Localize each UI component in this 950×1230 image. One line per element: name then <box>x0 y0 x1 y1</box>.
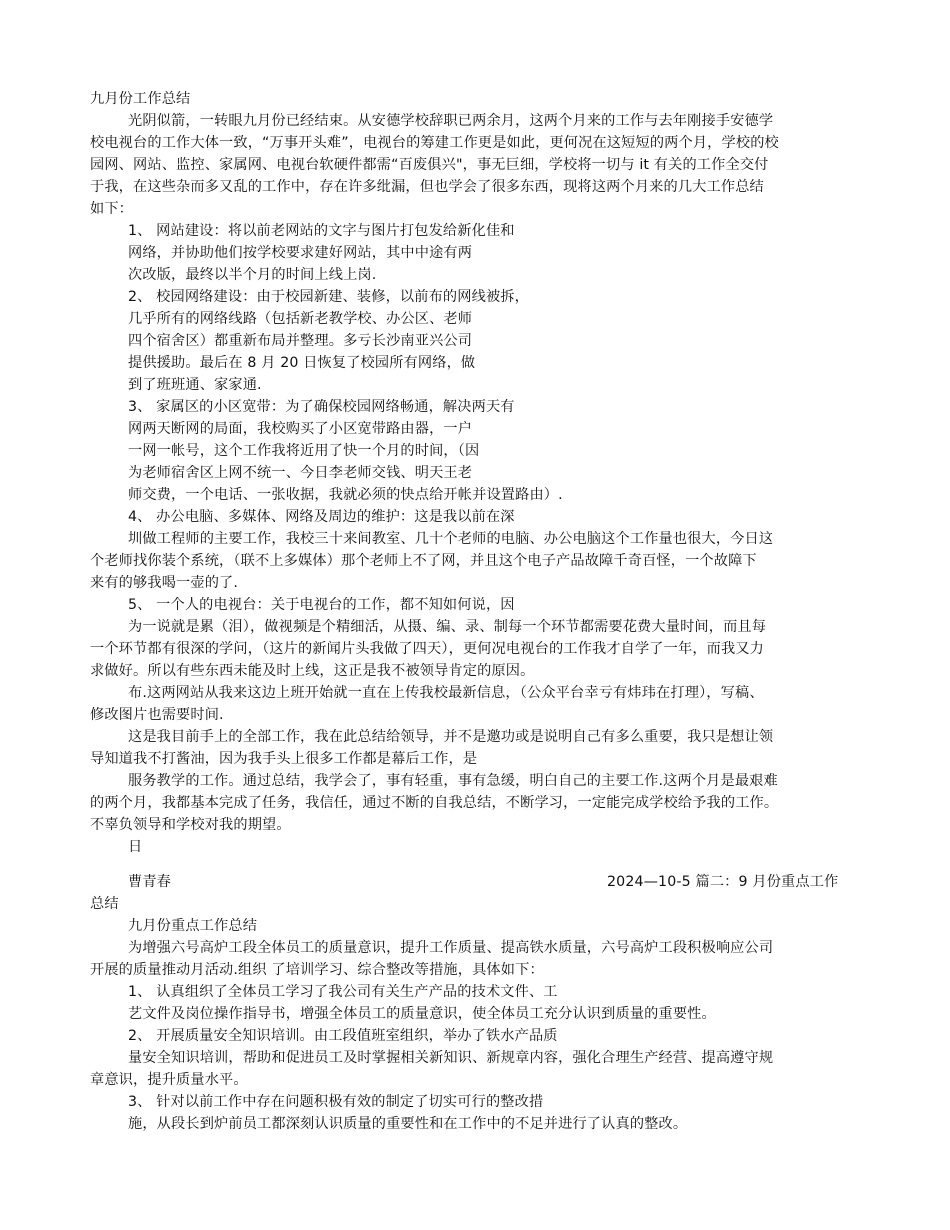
paragraph-line: 光阴似箭，一转眼九月份已经结束。从安德学校辞职已两余月，这两个月来的工作与去年刚接手安德学 <box>128 113 774 129</box>
paragraph-line: 布.这两网站从我来这边上班开始就一直在上传我校最新信息，（公众平台幸亏有炜玮在打理），写稿、 <box>128 685 764 701</box>
paragraph-line: 如下： <box>90 201 134 217</box>
list-item-line: 3、 家属区的小区宽带：为了确保校园网络畅通，解决两天有 <box>128 399 515 415</box>
paragraph-line: 园网、网站、监控、家属网、电视台软硬件都需“百废俱兴"，事无巨细，学校将一切与 it 有关的工作全交付 <box>90 157 769 173</box>
paragraph-line: 的两个月，我都基本完成了任务，我信任，通过不断的自我总结，不断学习，一定能完成学校给予我的工作。 <box>90 795 779 811</box>
section-heading-tail: 总结 <box>90 896 119 912</box>
list-item-line: 艺文件及岗位操作指导书，增强全体员工的质量意识，使全体员工充分认识到质量的重要性。 <box>128 1006 716 1022</box>
list-item-line: 为一说就是累（泪），做视频是个精细活，从摄、编、录、制每一个环节都需要花费大量时间，而且每 <box>128 619 767 635</box>
signature-name: 曹青春 <box>128 874 172 890</box>
list-item-line: 1、 认真组织了全体员工学习了我公司有关生产产品的技术文件、工 <box>128 984 558 1000</box>
list-item-line: 章意识，提升质量水平。 <box>90 1072 248 1088</box>
paragraph-line: 于我，在这些杂而多又乱的工作中，存在许多纰漏，但也学会了很多东西，现将这两个月来的几大工作总结 <box>90 179 764 195</box>
list-item-line: 师交费，一个电话、一张收据，我就必须的快点给开帐并设置路由）. <box>128 487 563 503</box>
list-item-line: 一网一帐号，这个工作我将近用了快一个月的时间，（因 <box>128 443 480 459</box>
list-item-line: 2、 校园网络建设：由于校园新建、装修，以前布的网线被拆， <box>128 289 529 305</box>
section-title: 九月份重点工作总结 <box>128 918 258 934</box>
list-item-line: 到了班班通、家家通. <box>128 377 262 393</box>
paragraph-line: 修改图片也需要时间. <box>90 707 224 723</box>
paragraph-line: 服务教学的工作。通过总结，我学会了，事有轻重，事有急缓，明白自己的主要工作.这两个月是最艰难 <box>128 773 778 789</box>
paragraph-line: 这是我目前手上的全部工作，我在此总结给领导，并不是邀功或是说明自己有多么重要，我只是想让领 <box>128 729 774 745</box>
list-item-line: 为老师宿舍区上网不统一、今日李老师交钱、明天王老 <box>128 465 473 481</box>
list-item-line: 网络，并协助他们按学校要求建好网站，其中中途有两 <box>128 245 473 261</box>
paragraph-line: 不辜负领导和学校对我的期望。 <box>90 817 291 833</box>
list-item-line: 来有的够我喝一壶的了. <box>90 575 239 591</box>
list-item-line: 5、 一个人的电视台：关于电视台的工作，都不知如何说，因 <box>128 597 515 613</box>
list-item-line: 几乎所有的网络线路（包括新老教学校、办公区、老师 <box>128 311 473 327</box>
list-item-line: 个老师找你装个系统，（联不上多媒体）那个老师上不了网，并且这个电子产品故障千奇百怪，一个故障下 <box>90 553 757 569</box>
list-item-line: 4、 办公电脑、多媒体、网络及周边的维护：这是我以前在深 <box>128 509 515 525</box>
list-item-line: 量安全知识培训，帮助和促进员工及时掌握相关新知识、新规章内容，强化合理生产经营、提高遵守规 <box>128 1050 774 1066</box>
list-item-line: 次改版，最终以半个月的时间上线上岗. <box>128 267 377 283</box>
list-item-line: 四个宿舍区）都重新布局并整理。多亏长沙南亚兴公司 <box>128 333 473 349</box>
list-item-line: 一个环节都有很深的学问，（这片的新闻片头我做了四天），更何况电视台的工作我才自学了一年，而我又力 <box>90 641 765 657</box>
list-item-line: 2、 开展质量安全知识培训。由工段值班室组织，举办了铁水产品质 <box>128 1028 558 1044</box>
date-line: 2024—10-5 篇二：9 月份重点工作 <box>607 874 839 890</box>
paragraph-line: 导知道我不打酱油，因为我手头上很多工作都是幕后工作，是 <box>90 751 478 767</box>
list-item-line: 网两天断网的局面，我校购买了小区宽带路由器，一户 <box>128 421 473 437</box>
paragraph-line: 为增强六号高炉工段全体员工的质量意识，提升工作质量、提高铁水质量，六号高炉工段积极响应公司 <box>128 940 774 956</box>
document-title: 九月份工作总结 <box>90 91 191 107</box>
paragraph-line: 校电视台的工作大体一致，“万事开头难”，电视台的筹建工作更是如此，更何况在这短短的两个月，学校的校 <box>90 135 779 151</box>
list-item-line: 圳做工程师的主要工作，我校三十来间教室、几十个老师的电脑、办公电脑这个工作量也很大，今日这 <box>128 531 774 547</box>
list-item-line: 施，从段长到炉前员工都深刻认识质量的重要性和在工作中的不足并进行了认真的整改。 <box>128 1116 688 1132</box>
list-item-line: 3、 针对以前工作中存在问题积极有效的制定了切实可行的整改措 <box>128 1094 544 1110</box>
list-item-line: 提供援助。最后在 8 月 20 日恢复了校园所有网络，做 <box>128 355 476 371</box>
paragraph-line: 开展的质量推动月活动.组织 了培训学习、综合整改等措施，具体如下： <box>90 962 544 978</box>
list-item-line: 1、 网站建设：将以前老网站的文字与图片打包发给新化佳和 <box>128 223 515 239</box>
list-item-line: 求做好。所以有些东西未能及时上线，这正是我不被领导肯定的原因。 <box>90 663 535 679</box>
signature-date-label: 日 <box>128 839 143 855</box>
